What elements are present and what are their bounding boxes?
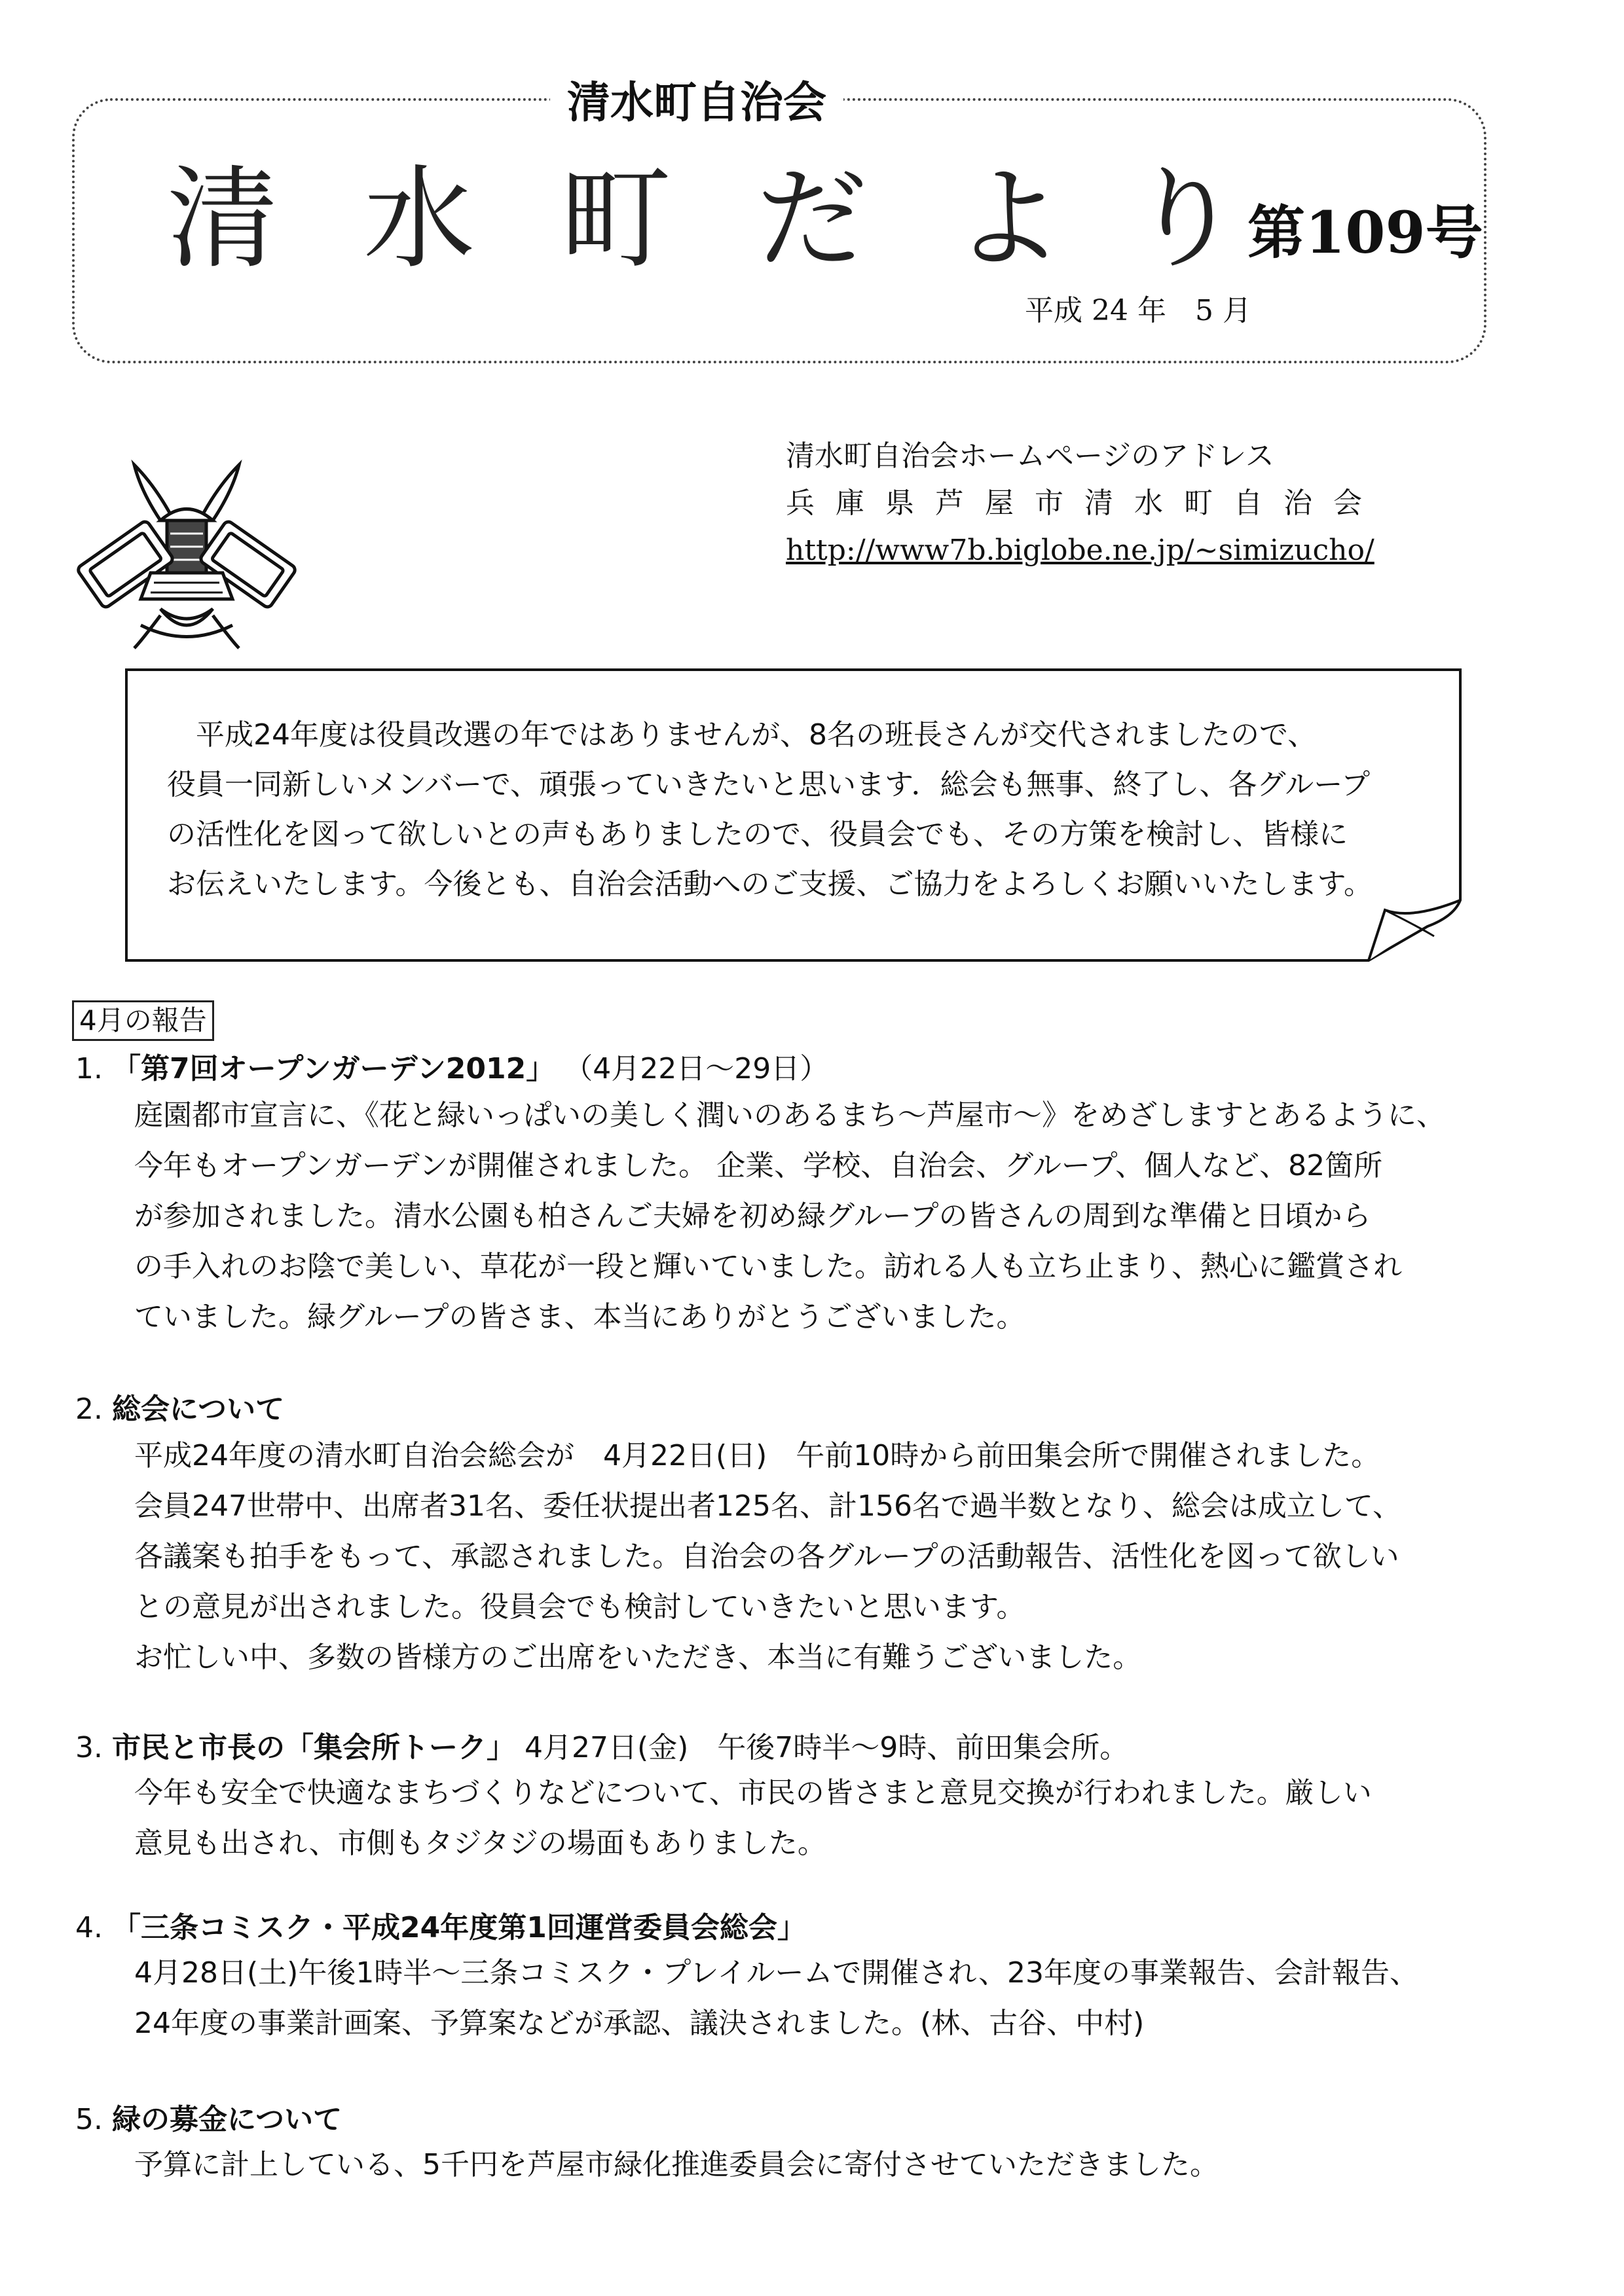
title-char: 水: [363, 155, 475, 284]
message-line: の活性化を図って欲しいとの声もありましたので、役員会でも、その方策を検討し、皆様に: [167, 818, 1348, 851]
title-char: 町: [560, 155, 672, 284]
body-line: 各議案も拍手をもって、承認されました。自治会の各グループの活動報告、活性化を図って欲しい: [134, 1540, 1399, 1573]
section-extra: 4月27日(金) 午後7時半～9時、前田集会所。: [524, 1731, 1129, 1764]
message-line: 役員一同新しいメンバーで、頑張っていきたいと思います．総会も無事、終了し、各グループ: [167, 768, 1370, 801]
message-line: お伝えいたします。今後とも、自治会活動へのご支援、ご協力をよろしくお願いいたします。: [167, 867, 1373, 901]
report-label: 4月の報告: [72, 1000, 214, 1041]
section-title: 「第7回オープンガーデン2012」: [111, 1052, 555, 1085]
body-line: ていました。緑グループの皆さま、本当にありがとうございました。: [134, 1300, 1025, 1334]
homepage-title: 清水町自治会ホームページのアドレス: [786, 439, 1274, 473]
title-char: よ: [953, 155, 1065, 284]
issue-number: 第109号: [1247, 198, 1483, 266]
section-body-4: [134, 1948, 1496, 2049]
section-number: 2.: [75, 1393, 103, 1426]
section-heading-4: [75, 1908, 806, 1948]
body-line: 意見も出され、市側もタジタジの場面もありました。: [134, 1827, 826, 1860]
section-number: 1.: [75, 1052, 103, 1085]
section-title: 緑の募金について: [111, 2103, 342, 2136]
body-line: 今年もオープンガーデンが開催されました。 企業、学校、自治会、グループ、個人など、82箇所: [134, 1149, 1383, 1182]
body-line: 庭園都市宣言に、《花と緑いっぱいの美しく潤いのあるまち～芦屋市～》をめざしますとあるように、: [134, 1099, 1445, 1132]
section-heading-3: [75, 1728, 1128, 1768]
body-line: が参加されました。清水公園も柏さんご夫婦を初め緑グループの皆さんの周到な準備と日頃から: [134, 1199, 1371, 1233]
body-line: 今年も安全で快適なまちづくりなどについて、市民の皆さまと意見交換が行われました。厳しい: [134, 1776, 1372, 1810]
section-body-5: [134, 2140, 1496, 2190]
section-heading-2: [75, 1390, 284, 1429]
homepage-name: 兵庫県芦屋市清水町自治会: [786, 486, 1383, 520]
body-line: 予算に計上している、5千円を芦屋市緑化推進委員会に寄付させていただきました。: [134, 2148, 1219, 2181]
body-line: お忙しい中、多数の皆様方のご出席をいただき、本当に有難うございました。: [134, 1641, 1142, 1674]
section-heading-1: [75, 1049, 828, 1089]
section-number: 3.: [75, 1731, 103, 1764]
message-line: 平成24年度は役員改選の年ではありませんが、8名の班長さんが交代されましたので、: [167, 718, 1317, 752]
title-char: り: [1130, 155, 1242, 284]
body-line: の手入れのお陰で美しい、草花が一段と輝いていました。訪れる人も立ち止まり、熱心に鑑賞され: [134, 1250, 1402, 1283]
title-char: だ: [756, 155, 868, 284]
organization-name: 清水町自治会: [550, 73, 843, 132]
section-title: 「三条コミスク・平成24年度第1回運営委員会総会」: [111, 1911, 806, 1944]
section-body-3: [134, 1768, 1496, 1868]
body-line: 会員247世帯中、出席者31名、委任状提出者125名、計156名で過半数となり、総会は成立して、: [134, 1489, 1402, 1523]
title-char: 清: [167, 155, 279, 284]
section-heading-5: [75, 2100, 342, 2140]
section-body-1: [134, 1090, 1496, 1342]
section-number: 5.: [75, 2103, 103, 2136]
body-line: 24年度の事業計画案、予算案などが承認、議決されました。(林、古谷、中村): [134, 2007, 1145, 2040]
homepage-url-link[interactable]: http://www7b.biglobe.ne.jp/~simizucho/: [786, 534, 1375, 567]
greeting-message: [167, 710, 1450, 909]
section-number: 4.: [75, 1911, 103, 1944]
section-title: 総会について: [111, 1393, 285, 1426]
issue-date: 平成 24 年 5 月: [1025, 294, 1251, 327]
body-line: との意見が出されました。役員会でも検討していきたいと思います。: [134, 1590, 1025, 1624]
body-line: 4月28日(土)午後1時半～三条コミスク・プレイルームで開催され、23年度の事業報告、会計報告、: [134, 1956, 1418, 1990]
samurai-helmet-icon: [62, 452, 311, 661]
section-title: 市民と市長の「集会所トーク」: [111, 1731, 515, 1764]
body-line: 平成24年度の清水町自治会総会が 4月22日(日) 午前10時から前田集会所で開催されました。: [134, 1439, 1380, 1472]
section-body-2: [134, 1430, 1496, 1683]
section-extra: （4月22日～29日）: [564, 1052, 829, 1085]
